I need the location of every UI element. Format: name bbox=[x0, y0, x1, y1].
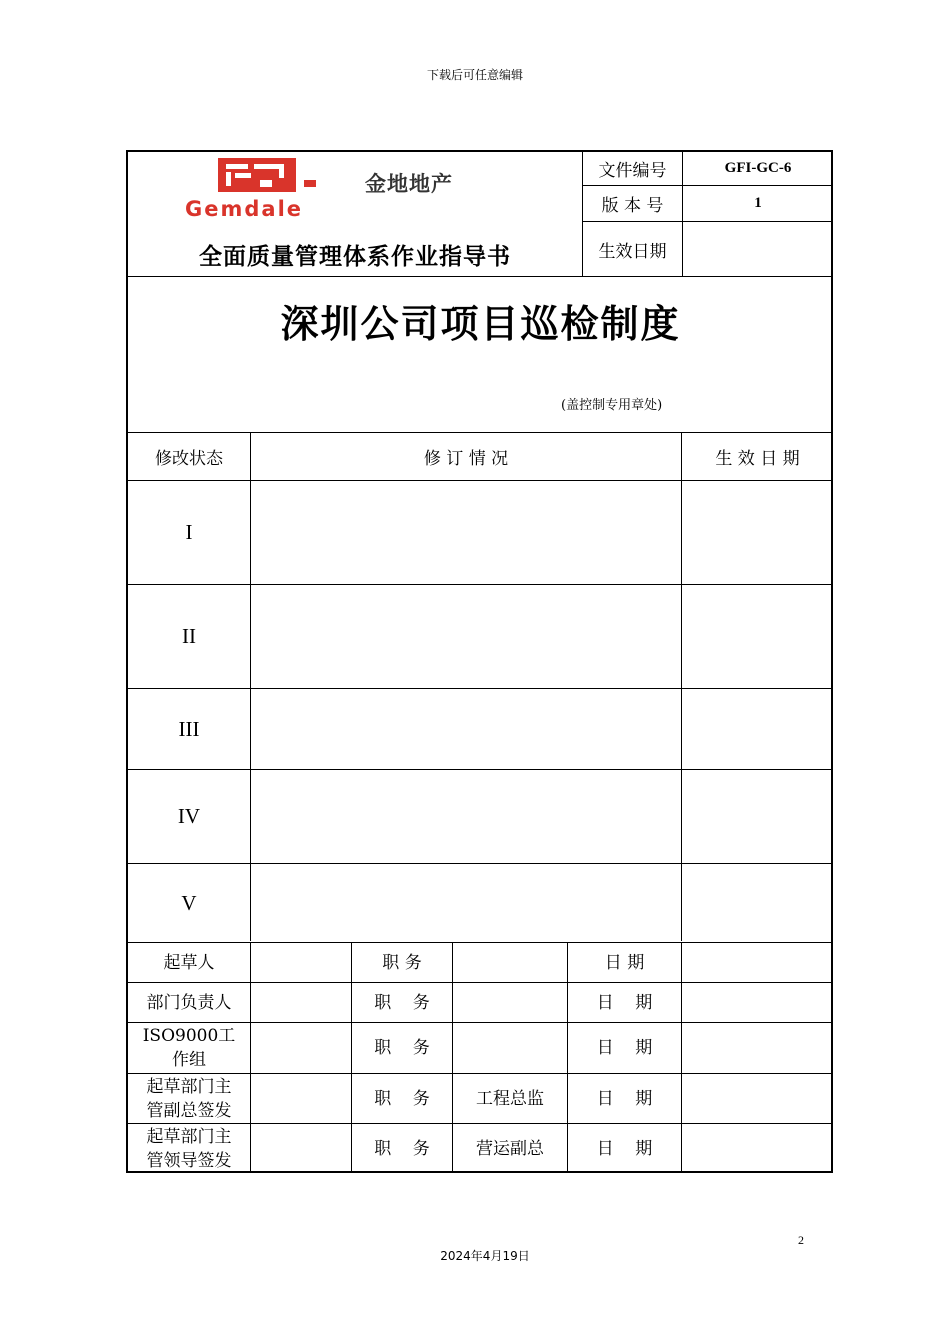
page-header-note: 下载后可任意编辑 bbox=[426, 68, 523, 82]
version-value: 1 bbox=[754, 195, 762, 211]
system-title: 全面质量管理体系作业指导书 bbox=[199, 243, 511, 270]
signoff-post-value: 工程总监 bbox=[476, 1088, 544, 1109]
signoff-date-label: 日 期 bbox=[596, 992, 653, 1013]
signoff-post-value: 营运副总 bbox=[476, 1138, 544, 1159]
signoff-date-label: 日 期 bbox=[596, 1038, 653, 1058]
signoff-role-drafter: 起草人 bbox=[163, 952, 215, 973]
file-no-value: GFI-GC-6 bbox=[724, 160, 792, 176]
gemdale-logo bbox=[180, 156, 530, 218]
seal-placeholder-note: (盖控制专用章处) bbox=[561, 398, 663, 413]
signoff-post-value bbox=[453, 983, 567, 1022]
rev-status-3: III bbox=[178, 716, 200, 741]
signoff-date-label: 日 期 bbox=[596, 1138, 653, 1159]
signoff-date-label: 日 期 bbox=[596, 1088, 653, 1109]
signoff-role-deputy-gm: 起草部门主管副总签发 bbox=[146, 1076, 232, 1121]
rev-status-4: IV bbox=[177, 804, 201, 828]
rev-header-date: 生 效 日 期 bbox=[715, 449, 800, 469]
signoff-post-label: 职 务 bbox=[374, 1088, 430, 1109]
file-no-label: 文件编号 bbox=[598, 161, 667, 181]
version-label: 版 本 号 bbox=[601, 196, 664, 216]
rev-header-detail: 修 订 情 况 bbox=[423, 449, 509, 469]
rev-status-1: I bbox=[185, 520, 193, 544]
signoff-date-label: 日 期 bbox=[604, 952, 645, 973]
page-number: 2 bbox=[798, 1233, 804, 1247]
signoff-post-label: 职 务 bbox=[382, 952, 422, 973]
document-title: 深圳公司项目巡检制度 bbox=[280, 301, 681, 346]
quality-document-form bbox=[126, 150, 833, 1173]
rev-header-status: 修改状态 bbox=[155, 449, 223, 469]
signoff-post-value bbox=[453, 943, 567, 982]
signoff-role-leader: 起草部门主管领导签发 bbox=[146, 1126, 232, 1171]
signoff-role-dept-head: 部门负责人 bbox=[146, 992, 232, 1013]
logo-brand-cn: 金地地产 bbox=[365, 172, 453, 196]
signoff-role-iso-group: ISO9000工作组 bbox=[142, 1026, 236, 1070]
effective-date-label: 生效日期 bbox=[598, 241, 667, 262]
signoff-post-label: 职 务 bbox=[374, 992, 430, 1013]
signoff-post-label: 职 务 bbox=[374, 1138, 430, 1159]
signoff-post-label: 职 务 bbox=[374, 1038, 430, 1058]
logo-brand-en: Gemdale bbox=[185, 197, 304, 218]
rev-status-5: V bbox=[181, 890, 197, 915]
signoff-post-value bbox=[453, 1023, 567, 1073]
effective-date-value bbox=[683, 222, 833, 276]
footer-date: 2024年4月19日 bbox=[440, 1249, 530, 1263]
rev-status-2: II bbox=[182, 624, 196, 648]
